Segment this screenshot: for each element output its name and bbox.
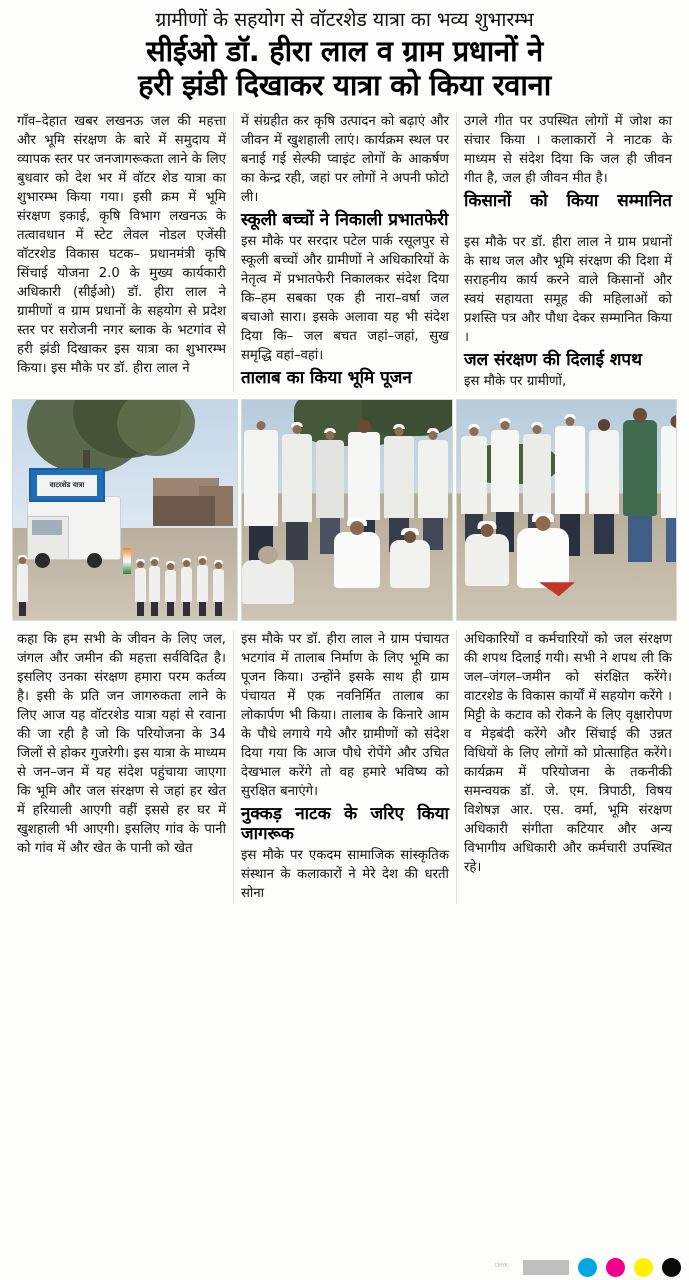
person-figure (213, 569, 224, 602)
person-figure (244, 430, 278, 526)
right-top-subheading-2: जल संरक्षण की दिलाई शपथ (463, 350, 642, 371)
legs-shape (286, 522, 308, 560)
legs-shape (199, 602, 206, 616)
left-bottom-paragraph-1: कहा कि हम सभी के जीवन के लिए जल, जंगल और जमीन की महत्ता सर्वविदित है। इसलिए उनका संरक्षण हमारा परम कर्तव्य है। इसी के प्रति जन जागरुकता लाने के लिए आज यह वॉटरशेड यात्रा यहां से रवाना की जा रही है जो कि परियोजना के 34 जिलों से होकर गुजरेगी। इस यात्रा के माध्यम से जन–जन में यह संदेश पहुंचाया जाएगा कि भूमि और जल संरक्षण से जहां हर खेत में हरियाली आएगी वहीं इससे हर घर में खुशहाली भी आएगी। इसलिए गांव के पानी को गांव में और खेत के पानी को खेत (17, 632, 226, 857)
mid-top-subheading-2: तालाब का किया भूमि पूजन (240, 368, 412, 389)
person-seated-figure (334, 532, 380, 588)
head-shape (326, 431, 335, 440)
column-left-top (10, 112, 233, 392)
person-figure (348, 432, 380, 520)
head-shape (566, 417, 575, 426)
head-shape (501, 421, 510, 430)
yellow-dot (634, 1258, 653, 1277)
head-shape (358, 420, 371, 433)
kicker-headline: ग्रामीणों के सहयोग से वॉटरशेड यात्रा का भव्य शुभारम्भ (155, 8, 534, 31)
person-seated-figure (390, 540, 430, 588)
person-seated-ceo-figure (517, 528, 569, 588)
bush-shape (362, 399, 453, 436)
column-left-bottom (10, 630, 233, 904)
column-right-top (456, 112, 679, 392)
registration-label: CMYK (494, 1263, 508, 1270)
head-shape (350, 521, 364, 535)
head-shape (671, 415, 678, 428)
legs-shape (215, 602, 222, 616)
person-figure (589, 430, 619, 514)
mid-bottom-subheading-1: नुक्कड़ नाटक के जरिए किया जागरूक (240, 804, 449, 845)
bottom-columns (10, 630, 679, 904)
legs-shape (19, 602, 26, 616)
person-elder-figure (242, 560, 294, 604)
person-figure (316, 440, 344, 518)
head-shape (404, 531, 416, 543)
person-figure (17, 564, 28, 602)
person-figure (661, 426, 677, 518)
photo-officials-group (241, 399, 453, 621)
mid-top-subheading-1: स्कूली बच्चों ने निकाली प्रभातफेरी (240, 210, 449, 231)
tricolor-flag (123, 548, 131, 574)
head-shape (258, 546, 278, 564)
person-figure (149, 566, 160, 602)
magenta-dot (606, 1258, 625, 1277)
person-figure (555, 426, 585, 514)
mid-top-paragraph-1: में संग्रहीत कर कृषि उत्पादन को बढ़ाएं और जीवन में खुशहाली लाएं। कार्यक्रम स्थल पर बनाई गई सेल्फी प्वाइंट लोगों के आकर्षण का केन्द्र रही, जहां पर लोगों ने अपनी फोटो ली। (240, 114, 449, 206)
top-columns (10, 112, 679, 392)
left-top-paragraph-1: गाँव–देहात खबर लखनऊ जल की महत्ता और भूमि संरक्षण के बारे में समुदाय में व्यापक स्तर पर जनजागरूकता लाने के लिए बुधवार को देश भर में वॉटर शेड यात्रा का शुभारम्भ किया गया। इसी क्रम में भूमि संरक्षण इकाई, कृषि विभाग लखनऊ के तत्वावधान में स्टेट लेवल नोडल एजेंसी वॉटरशेड विकास घटक– प्रधानमंत्री कृषि सिंचाई योजना 2.0 के मुख्य कार्यकारी अधिकारी (सीईओ) डॉ. हीरा लाल ने ग्रामीणों व ग्राम प्रधानों के सहयोग से प्रदेश स्तर पर सरोजनी नगर ब्लाक के भटगांव से हरी झंडी दिखाकर इस यात्रा का शुभारम्भ किया। इस मौके पर डॉ. हीरा लाल ने (17, 114, 226, 377)
main-headline-line-2: हरी झंडी दिखाकर यात्रा को किया रवाना (138, 68, 551, 103)
black-dot (662, 1258, 681, 1277)
person-figure (197, 565, 208, 602)
person-figure (181, 567, 192, 602)
legs-shape (151, 602, 158, 616)
person-green-jacket-figure (623, 420, 657, 516)
head-shape (395, 427, 404, 436)
person-figure (282, 434, 312, 522)
person-figure (523, 434, 551, 514)
mid-bottom-paragraph-2: इस मौके पर एकदम सामाजिक सांस्कृतिक संस्थान के कलाकारों ने मेरे देश की धरती सोना (240, 848, 449, 902)
legs-shape (137, 602, 144, 616)
legs-shape (594, 514, 614, 554)
right-top-paragraph-3: इस मौके पर ग्रामीणों, (463, 374, 567, 390)
cmyk-registration-bar (488, 1255, 681, 1279)
column-mid-top (233, 112, 456, 392)
main-headline (10, 35, 679, 103)
head-shape (536, 516, 551, 531)
person-figure (165, 570, 176, 602)
head-shape (257, 421, 266, 430)
mid-top-paragraph-2: इस मौके पर सरदार पटेल पार्क रसूलपुर से स्कूली बच्चों और ग्रामीणों ने अधिकारियों के नेतृत्व में प्रभातफेरी निकालकर संदेश दिया कि–हम सबका एक ही नारा–वर्षा जल बचाओ सारा। इसके अलावा यह भी संदेश दिया कि– जल बचत जहां–जहां, सुख समृद्धि वहां–वहां। (240, 234, 449, 364)
yatra-banner (29, 468, 105, 502)
gray-swatch (523, 1260, 569, 1275)
right-top-paragraph-2: इस मौके पर डॉ. हीरा लाल ने ग्राम प्रधानों के साथ जल और भूमि संरक्षण की दिशा में सराहनीय कार्य करने वाले किसानों और स्वयं सहायता समूह की महिलाओं को प्रशस्ति पत्र और पौधा देकर सम्मानित किया । (463, 235, 672, 346)
right-bottom-paragraph-1: अधिकारियों व कर्मचारियों को जल संरक्षण की शपथ दिलाई गयी। सभी ने शपथ ली कि जल–जंगल–जमीन को संरक्षित करेंगे। वाटरशेड के विकास कार्यों में सहयोग करेंगे । मिट्टी के कटाव को रोकने के लिए वृक्षारोपण व मेड़बंदी करेंगे और सिंचाई की उन्नत विधियों के लिए लोगों को प्रोत्साहित करेंगे। कार्यक्रम में परियोजना के तकनीकी समन्वयक डॉ. जे. एम. त्रिपाठी, विषय विशेषज्ञ आर. एस. वर्मा, भूमि संरक्षण अधिकारी संगीता कटियार और अन्य विभागीय अधिकारी और कर्मचारी उपस्थित रहे। (463, 632, 672, 876)
person-figure (384, 436, 414, 518)
mid-bottom-paragraph-1: इस मौके पर डॉ. हीरा लाल ने ग्राम पंचायत भटगांव में तालाब निर्माण के लिए भूमि का पूजन किया। उन्होंने इसके साथ ही ग्राम पंचायत में एक नवनिर्मित तालाब का लोकार्पण भी किया। तालाब के किनारे आम के पौधे लगाये गये और ग्रामीणों को संदेश दिया गया कि आज पौधे रोपेंगे और उचित देखभाल करेंगे तो वह हमारे भविष्य को सुरक्षित बनाएंगे। (240, 632, 449, 800)
right-top-subheading-1: किसानों को किया सम्मानित (463, 191, 672, 212)
person-seated-figure (465, 534, 509, 586)
person-figure (461, 436, 487, 514)
column-mid-bottom (233, 630, 456, 904)
legs-shape (167, 602, 174, 616)
head-shape (293, 425, 302, 434)
person-figure (418, 440, 448, 518)
head-shape (533, 425, 542, 434)
person-figure (135, 568, 146, 602)
head-shape (429, 431, 438, 440)
headline-block (10, 0, 679, 103)
person-figure (491, 430, 519, 512)
legs-shape (183, 602, 190, 616)
legs-shape (666, 518, 677, 562)
right-top-paragraph-1: उगले गीत पर उपस्थित लोगों में जोश का संचार किया । कलाकारों ने नाटक के माध्यम से संदेश दिया कि जल ही जीवन गीत है, जल ही जीवन मीत है। (463, 114, 672, 187)
head-shape (598, 419, 610, 431)
yatra-banner-text: वाटरशेड यात्रा (37, 475, 97, 496)
photo-strip (10, 399, 679, 621)
head-shape (481, 524, 494, 537)
head-shape (633, 408, 647, 422)
main-headline-line-1: सीईओ डॉ. हीरा लाल व ग्राम प्रधानों ने (146, 33, 543, 68)
truck-windshield (32, 520, 62, 535)
column-right-bottom (456, 630, 679, 904)
cyan-dot (578, 1258, 597, 1277)
legs-shape (628, 516, 652, 562)
building-shape (153, 496, 215, 526)
photo-watershed-truck (12, 399, 238, 621)
head-shape (470, 427, 479, 436)
photo-group-seated (456, 399, 677, 621)
